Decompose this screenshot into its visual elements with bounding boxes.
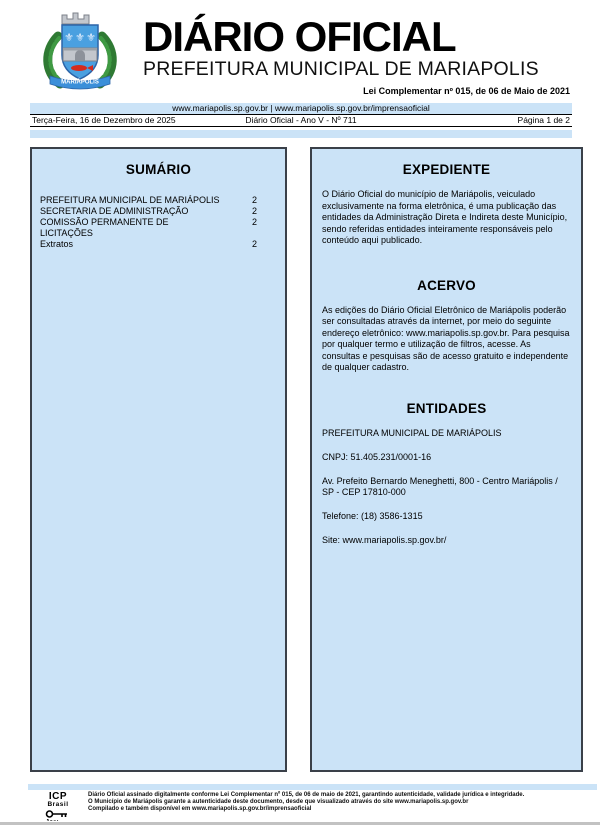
entity-cnpj: CNPJ: 51.405.231/0001-16 bbox=[322, 451, 432, 462]
signature-line: O Município de Mariápolis garante a autenticidade deste documento, desde que visualizado através do site www.mariapolis.sp.gov.br bbox=[88, 799, 469, 806]
entidades-title: ENTIDADES bbox=[406, 400, 487, 416]
toc-entry bbox=[40, 217, 257, 239]
svg-text:⚜: ⚜ bbox=[75, 32, 85, 44]
footer-divider-bar bbox=[28, 784, 597, 790]
toc-entry-page: 2 bbox=[251, 239, 257, 249]
edition-date: Terça-Feira, 16 de Dezembro de 2025 bbox=[32, 115, 176, 125]
toc-entry-label: PREFEITURA MUNICIPAL DE MARIÁPOLIS bbox=[40, 195, 220, 205]
gazette-subtitle: PREFEITURA MUNICIPAL DE MARIAPOLIS bbox=[143, 58, 539, 80]
page-indicator: Página 1 de 2 bbox=[517, 115, 570, 125]
acervo-text: As edições do Diário Oficial Eletrônico de Mariápolis poderão ser consultadas através da internet, por meio do seguinte endereço eletrônico: www.mariapolis.sp.gov.br. Para pesquisa por qualquer termo e utilização de filtros, acesse. As consultas e pesquisas são de acesso gratuito e independente de qualquer cadastro. bbox=[322, 304, 570, 372]
icp-logo-subtext: Brasil bbox=[47, 801, 69, 808]
expediente-title: EXPEDIENTE bbox=[402, 162, 491, 177]
acervo-title: ACERVO bbox=[417, 277, 476, 293]
edition-info-row bbox=[30, 115, 572, 127]
toc-entry-label: SECRETARIA DE ADMINISTRAÇÃO bbox=[40, 206, 189, 216]
icp-brasil-logo bbox=[38, 792, 78, 825]
entity-phone: Telefone: (18) 3586-1315 bbox=[322, 510, 423, 521]
entity-address: Av. Prefeito Bernardo Meneghetti, 800 - Centro Mariápolis / SP - CEP 17810-000 bbox=[322, 475, 558, 497]
gazette-title: DIÁRIO OFICIAL bbox=[143, 13, 456, 60]
toc-entry bbox=[40, 195, 257, 206]
website-url-bar: www.mariapolis.sp.gov.br | www.mariapolis.sp.gov.br/imprensaoficial bbox=[30, 103, 572, 115]
toc-entry bbox=[40, 206, 257, 217]
table-of-contents bbox=[32, 189, 285, 250]
toc-entry-page: 2 bbox=[251, 195, 257, 205]
svg-text:⚜: ⚜ bbox=[64, 32, 74, 44]
expediente-box bbox=[310, 147, 583, 772]
edition-number: Diário Oficial - Ano V - Nº 711 bbox=[245, 115, 357, 125]
entity-name: PREFEITURA MUNICIPAL DE MARIÁPOLIS bbox=[322, 427, 502, 438]
entity-site: Site: www.mariapolis.sp.gov.br/ bbox=[322, 534, 447, 545]
toc-entry-page: 2 bbox=[251, 217, 257, 227]
toc-entry-label: Extratos bbox=[40, 239, 74, 249]
summary-title: SUMÁRIO bbox=[125, 162, 192, 177]
law-reference: Lei Complementar nº 015, de 06 de Maio de 2021 bbox=[363, 86, 570, 96]
toc-entry-page: 2 bbox=[251, 206, 257, 216]
signature-line: Diário Oficial assinado digitalmente conforme Lei Complementar nº 015, de 06 de maio de 2021, garantindo autenticidade, validade jurídica e integridade. bbox=[88, 792, 525, 798]
expediente-text: O Diário Oficial do município de Mariápolis, veiculado exclusivamente na forma eletrônica, é uma publicação das entidades da Administração Direta e Indireta deste Município, sendo referidas entidades inteiramente responsáveis pelo conteúdo aqui publicado. bbox=[322, 189, 568, 245]
icp-logo-text: ICP bbox=[48, 791, 68, 802]
key-icon bbox=[45, 809, 71, 821]
summary-box bbox=[30, 147, 287, 772]
masthead bbox=[143, 13, 573, 80]
toc-entry bbox=[40, 239, 257, 250]
signature-line: Compilado e também disponível em www.mariapolis.sp.gov.br/imprensaoficial bbox=[88, 806, 312, 813]
crest-banner-text: MARIÁPOLIS bbox=[61, 79, 99, 86]
svg-text:⚜: ⚜ bbox=[86, 32, 96, 44]
municipal-coat-of-arms-icon bbox=[38, 10, 122, 96]
digital-signature-notice bbox=[78, 792, 594, 814]
signature-footer bbox=[38, 792, 594, 825]
divider-bar bbox=[30, 130, 572, 138]
toc-entry-label: COMISSÃO PERMANENTE DE LICITAÇÕES bbox=[40, 217, 169, 238]
